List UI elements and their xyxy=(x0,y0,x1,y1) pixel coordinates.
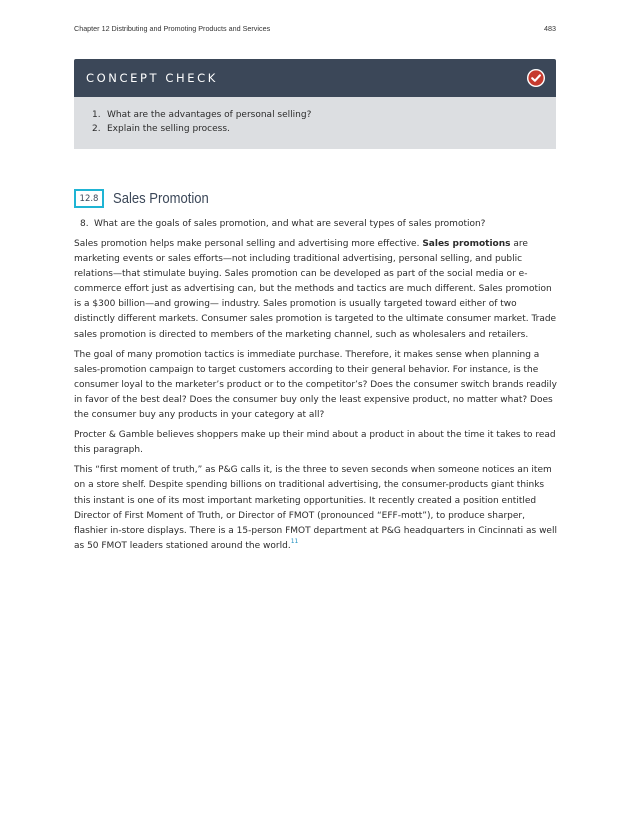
learning-objective xyxy=(80,218,550,231)
key-term: Sales promotions xyxy=(422,239,511,249)
section-heading xyxy=(74,189,219,208)
paragraph: Procter & Gamble believes shoppers make up their mind about a product in about the time it takes to read this paragraph. xyxy=(74,430,556,456)
footnote-reference[interactable]: 11 xyxy=(290,537,299,545)
paragraph: The goal of many promotion tactics is immediate purchase. Therefore, it makes sense when planning a sales-promotion campaign to target customers according to their general behavior. For instance, is the consumer loyal to the marketer’s product or to the competitor’s? Does the consumer switch brands readily in favor of the best deal? Does the consumer buy only the least expensive product, no matter what? Does the consumer buy any products in your category at all? xyxy=(74,349,557,421)
checkmark-icon xyxy=(527,69,545,87)
paragraph xyxy=(74,463,557,554)
concept-check-item xyxy=(92,108,556,122)
chapter-title: Chapter 12 Distributing and Promoting Products and Services xyxy=(74,24,271,33)
running-header xyxy=(74,24,556,33)
concept-check-body xyxy=(74,97,556,149)
paragraph-text: This “first moment of truth,” as P&G calls it, is the three to seven seconds when someone notices an item on a store shelf. Despite spending billions on traditional advertising, the consumer-products giant thinks this instant is one of its most important marketing opportunities. It recently created a position entitled Director of First Moment of Truth, or Director of FMOT (pronounced “EFF-mott”), to produce sharper, flashier in-store displays. There is a 15-person FMOT department at P&G headquarters in Cincinnati as well as 50 FMOT leaders stationed around the world. xyxy=(74,465,557,551)
item-number: 2. xyxy=(92,124,101,134)
section-title: Sales Promotion xyxy=(113,190,209,207)
item-text: Explain the selling process. xyxy=(107,124,230,134)
paragraph xyxy=(74,237,557,343)
concept-check-list xyxy=(92,108,556,136)
item-text: What are the advantages of personal selling? xyxy=(107,110,312,120)
concept-check-header xyxy=(74,59,556,97)
item-number: 1. xyxy=(92,110,101,120)
objective-number: 8. xyxy=(80,219,89,229)
objective-text: What are the goals of sales promotion, and what are several types of sales promotion? xyxy=(94,219,486,229)
section-number-badge: 12.8 xyxy=(74,189,104,208)
section-content xyxy=(74,237,557,559)
paragraph-text: Sales promotion helps make personal selling and advertising more effective. xyxy=(74,239,423,249)
paragraph-text: are marketing events or sales efforts—not including traditional advertising, personal selling, and public relations—that stimulate buying. Sales promotion can be developed as part of the social media or e-commerce effort just as advertising can, but the methods and tactics are much different. Sales promotion is a $300 billion—and growing— industry. Sales promotion is usually targeted toward either of two distinctly different markets. Consumer sales promotion is targeted to the ultimate consumer market. Trade sales promotion is directed to members of the marketing channel, such as wholesalers and retailers. xyxy=(74,239,557,340)
page-number: 483 xyxy=(544,24,556,33)
concept-check-item xyxy=(92,122,556,136)
concept-check-box xyxy=(74,59,556,149)
concept-check-title: CONCEPT CHECK xyxy=(86,71,218,85)
